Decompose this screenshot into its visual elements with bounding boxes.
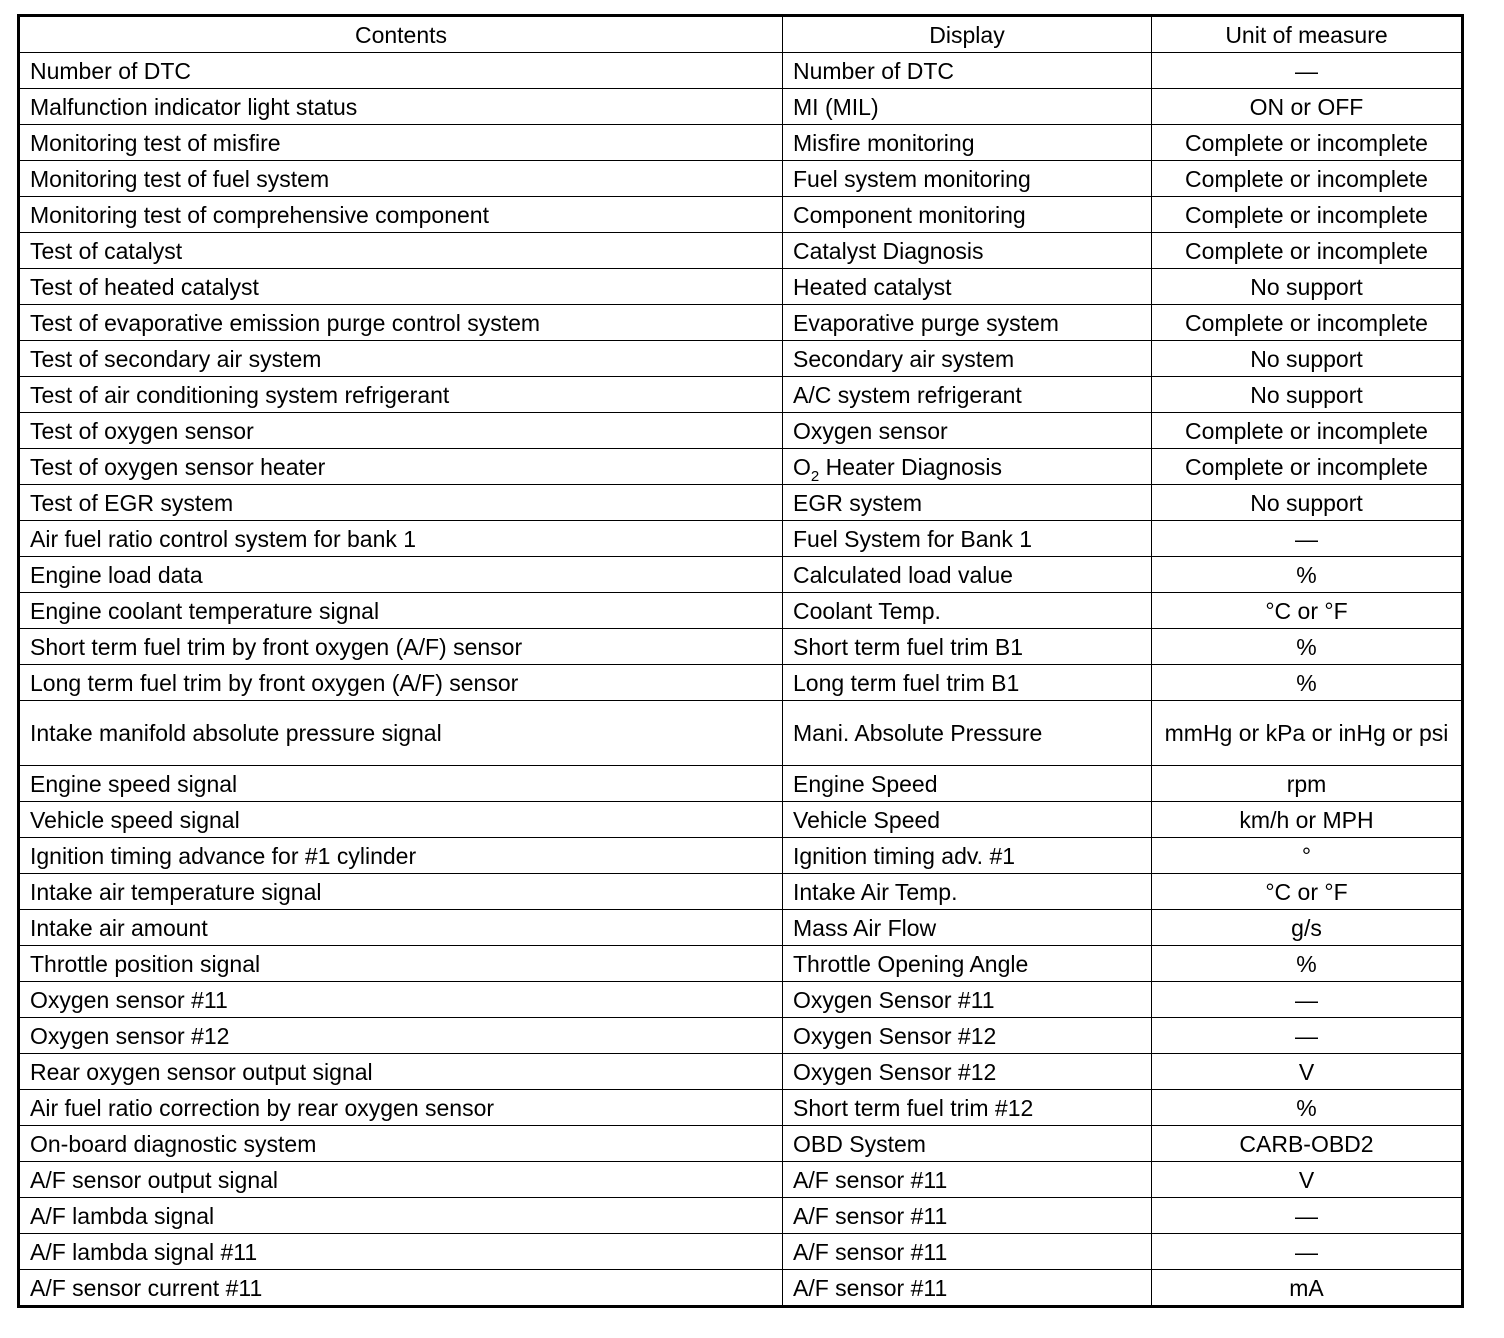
cell-unit: ° bbox=[1152, 838, 1463, 874]
cell-unit: No support bbox=[1152, 485, 1463, 521]
cell-display: A/F sensor #11 bbox=[783, 1198, 1152, 1234]
table-row bbox=[19, 1198, 1463, 1234]
data-table-container bbox=[17, 14, 1464, 1308]
cell-display: Oxygen Sensor #12 bbox=[783, 1054, 1152, 1090]
cell-contents: Test of catalyst bbox=[19, 233, 783, 269]
header-unit: Unit of measure bbox=[1152, 16, 1463, 53]
cell-contents: Short term fuel trim by front oxygen (A/F) sensor bbox=[19, 629, 783, 665]
cell-display: MI (MIL) bbox=[783, 89, 1152, 125]
cell-display: Secondary air system bbox=[783, 341, 1152, 377]
cell-contents: Oxygen sensor #12 bbox=[19, 1018, 783, 1054]
table-row bbox=[19, 701, 1463, 766]
cell-unit: Complete or incomplete bbox=[1152, 413, 1463, 449]
cell-unit: No support bbox=[1152, 341, 1463, 377]
cell-contents: Air fuel ratio correction by rear oxygen sensor bbox=[19, 1090, 783, 1126]
table-row bbox=[19, 341, 1463, 377]
cell-unit: % bbox=[1152, 557, 1463, 593]
cell-display: Oxygen Sensor #12 bbox=[783, 1018, 1152, 1054]
cell-display: Component monitoring bbox=[783, 197, 1152, 233]
cell-contents: A/F sensor current #11 bbox=[19, 1270, 783, 1307]
cell-display: A/F sensor #11 bbox=[783, 1234, 1152, 1270]
cell-display: EGR system bbox=[783, 485, 1152, 521]
cell-unit: No support bbox=[1152, 269, 1463, 305]
cell-display: Short term fuel trim #12 bbox=[783, 1090, 1152, 1126]
table-row bbox=[19, 233, 1463, 269]
cell-unit: km/h or MPH bbox=[1152, 802, 1463, 838]
table-row bbox=[19, 1270, 1463, 1307]
display-o2-subscript: 2 bbox=[810, 467, 820, 485]
table-row bbox=[19, 557, 1463, 593]
cell-unit: CARB-OBD2 bbox=[1152, 1126, 1463, 1162]
cell-unit: Complete or incomplete bbox=[1152, 161, 1463, 197]
cell-unit: °C or °F bbox=[1152, 874, 1463, 910]
display-o2-suffix: Heater Diagnosis bbox=[819, 453, 1003, 480]
cell-display: Fuel system monitoring bbox=[783, 161, 1152, 197]
cell-contents: Number of DTC bbox=[19, 53, 783, 89]
table-row bbox=[19, 1234, 1463, 1270]
cell-display: A/F sensor #11 bbox=[783, 1162, 1152, 1198]
display-o2-prefix: O bbox=[793, 453, 811, 480]
cell-unit: No support bbox=[1152, 377, 1463, 413]
cell-contents: Test of heated catalyst bbox=[19, 269, 783, 305]
table-row bbox=[19, 766, 1463, 802]
cell-unit: Complete or incomplete bbox=[1152, 449, 1463, 485]
cell-contents: Engine load data bbox=[19, 557, 783, 593]
cell-contents: Test of secondary air system bbox=[19, 341, 783, 377]
cell-contents: Intake air amount bbox=[19, 910, 783, 946]
table-row bbox=[19, 521, 1463, 557]
table-row bbox=[19, 449, 1463, 485]
cell-contents: Monitoring test of misfire bbox=[19, 125, 783, 161]
table-row bbox=[19, 982, 1463, 1018]
table-row bbox=[19, 1126, 1463, 1162]
cell-contents: Test of oxygen sensor heater bbox=[19, 449, 783, 485]
cell-unit: °C or °F bbox=[1152, 593, 1463, 629]
table-body bbox=[19, 53, 1463, 1307]
cell-contents: Test of air conditioning system refrigerant bbox=[19, 377, 783, 413]
cell-contents: Oxygen sensor #11 bbox=[19, 982, 783, 1018]
cell-unit: Complete or incomplete bbox=[1152, 125, 1463, 161]
cell-contents: A/F lambda signal #11 bbox=[19, 1234, 783, 1270]
table-row bbox=[19, 197, 1463, 233]
table-row bbox=[19, 946, 1463, 982]
cell-unit: — bbox=[1152, 1018, 1463, 1054]
cell-contents: Throttle position signal bbox=[19, 946, 783, 982]
cell-unit: V bbox=[1152, 1162, 1463, 1198]
cell-contents: Vehicle speed signal bbox=[19, 802, 783, 838]
cell-display: Misfire monitoring bbox=[783, 125, 1152, 161]
table-row bbox=[19, 838, 1463, 874]
cell-unit: g/s bbox=[1152, 910, 1463, 946]
cell-contents: Long term fuel trim by front oxygen (A/F) sensor bbox=[19, 665, 783, 701]
cell-unit: % bbox=[1152, 665, 1463, 701]
cell-unit: — bbox=[1152, 1198, 1463, 1234]
cell-display: Mani. Absolute Pressure bbox=[783, 701, 1152, 766]
table-header-row bbox=[19, 16, 1463, 53]
cell-unit: — bbox=[1152, 982, 1463, 1018]
cell-contents: Engine speed signal bbox=[19, 766, 783, 802]
table-row bbox=[19, 377, 1463, 413]
table-row bbox=[19, 1090, 1463, 1126]
cell-display: Intake Air Temp. bbox=[783, 874, 1152, 910]
cell-display: Oxygen Sensor #11 bbox=[783, 982, 1152, 1018]
cell-contents: Test of evaporative emission purge control system bbox=[19, 305, 783, 341]
cell-unit: rpm bbox=[1152, 766, 1463, 802]
header-display: Display bbox=[783, 16, 1152, 53]
cell-display: Engine Speed bbox=[783, 766, 1152, 802]
cell-contents: Ignition timing advance for #1 cylinder bbox=[19, 838, 783, 874]
table-row bbox=[19, 1018, 1463, 1054]
cell-contents: Intake manifold absolute pressure signal bbox=[19, 701, 783, 766]
cell-unit: — bbox=[1152, 53, 1463, 89]
cell-contents: Rear oxygen sensor output signal bbox=[19, 1054, 783, 1090]
table-row bbox=[19, 802, 1463, 838]
cell-contents: Engine coolant temperature signal bbox=[19, 593, 783, 629]
cell-display: Coolant Temp. bbox=[783, 593, 1152, 629]
table-row bbox=[19, 593, 1463, 629]
cell-contents: Monitoring test of comprehensive component bbox=[19, 197, 783, 233]
cell-display: Evaporative purge system bbox=[783, 305, 1152, 341]
table-row bbox=[19, 629, 1463, 665]
cell-unit: % bbox=[1152, 1090, 1463, 1126]
cell-contents: Monitoring test of fuel system bbox=[19, 161, 783, 197]
cell-unit: Complete or incomplete bbox=[1152, 197, 1463, 233]
cell-display: Short term fuel trim B1 bbox=[783, 629, 1152, 665]
header-contents: Contents bbox=[19, 16, 783, 53]
table-row bbox=[19, 125, 1463, 161]
cell-contents: A/F sensor output signal bbox=[19, 1162, 783, 1198]
cell-unit: mmHg or kPa or inHg or psi bbox=[1152, 701, 1463, 766]
cell-contents: Malfunction indicator light status bbox=[19, 89, 783, 125]
table-row bbox=[19, 485, 1463, 521]
cell-unit: Complete or incomplete bbox=[1152, 233, 1463, 269]
cell-unit: V bbox=[1152, 1054, 1463, 1090]
table-row bbox=[19, 413, 1463, 449]
cell-contents: A/F lambda signal bbox=[19, 1198, 783, 1234]
cell-contents: Test of oxygen sensor bbox=[19, 413, 783, 449]
table-row bbox=[19, 53, 1463, 89]
table-row bbox=[19, 305, 1463, 341]
cell-display: Long term fuel trim B1 bbox=[783, 665, 1152, 701]
cell-contents: Intake air temperature signal bbox=[19, 874, 783, 910]
table-row bbox=[19, 89, 1463, 125]
cell-unit: — bbox=[1152, 521, 1463, 557]
cell-unit: % bbox=[1152, 946, 1463, 982]
cell-contents: Air fuel ratio control system for bank 1 bbox=[19, 521, 783, 557]
table-row bbox=[19, 1162, 1463, 1198]
table-row bbox=[19, 161, 1463, 197]
cell-unit: mA bbox=[1152, 1270, 1463, 1307]
cell-unit: % bbox=[1152, 629, 1463, 665]
cell-display: Ignition timing adv. #1 bbox=[783, 838, 1152, 874]
table-row bbox=[19, 269, 1463, 305]
cell-display: Catalyst Diagnosis bbox=[783, 233, 1152, 269]
cell-display: Oxygen sensor bbox=[783, 413, 1152, 449]
table-row bbox=[19, 910, 1463, 946]
cell-contents: On-board diagnostic system bbox=[19, 1126, 783, 1162]
table-row bbox=[19, 874, 1463, 910]
data-table bbox=[17, 14, 1464, 1308]
cell-display: OBD System bbox=[783, 1126, 1152, 1162]
cell-display bbox=[783, 449, 1152, 485]
table-row bbox=[19, 665, 1463, 701]
cell-display: A/C system refrigerant bbox=[783, 377, 1152, 413]
cell-display: Throttle Opening Angle bbox=[783, 946, 1152, 982]
cell-display: Number of DTC bbox=[783, 53, 1152, 89]
cell-display: Mass Air Flow bbox=[783, 910, 1152, 946]
cell-display: Calculated load value bbox=[783, 557, 1152, 593]
cell-unit: — bbox=[1152, 1234, 1463, 1270]
cell-unit: Complete or incomplete bbox=[1152, 305, 1463, 341]
cell-display: Heated catalyst bbox=[783, 269, 1152, 305]
cell-display: Fuel System for Bank 1 bbox=[783, 521, 1152, 557]
table-row bbox=[19, 1054, 1463, 1090]
cell-unit: ON or OFF bbox=[1152, 89, 1463, 125]
cell-contents: Test of EGR system bbox=[19, 485, 783, 521]
cell-display: Vehicle Speed bbox=[783, 802, 1152, 838]
cell-display: A/F sensor #11 bbox=[783, 1270, 1152, 1307]
